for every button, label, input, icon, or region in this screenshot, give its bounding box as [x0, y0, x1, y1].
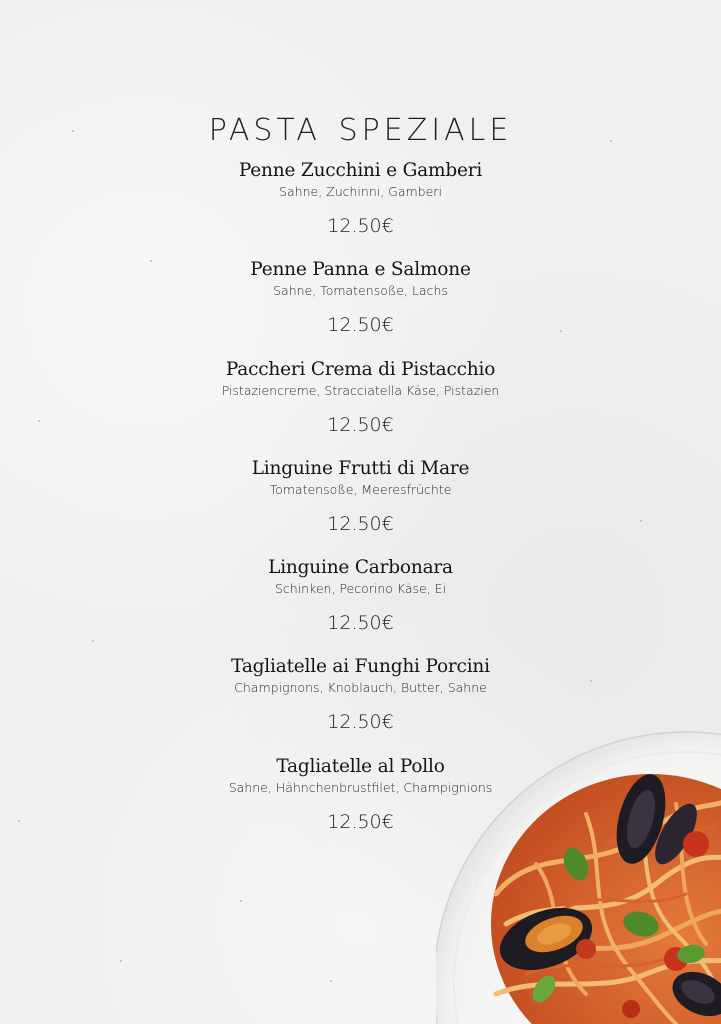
dish-price: 12.50€: [327, 612, 394, 635]
dish-description: Tomatensoße, Meeresfrüchte: [269, 481, 452, 497]
menu-item: [0, 158, 721, 257]
dish-price: 12.50€: [327, 314, 394, 337]
pasta-plate-illustration: [436, 724, 721, 1024]
dish-name: Tagliatelle ai Funghi Porcini: [231, 656, 490, 678]
texture-speck: [120, 960, 122, 962]
dish-price: 12.50€: [327, 215, 394, 237]
dish-name: Penne Panna e Salmone: [250, 259, 471, 281]
dish-name: Penne Zucchini e Gamberi: [238, 160, 483, 181]
dish-description: Champignons, Knoblauch, Butter, Sahne: [234, 680, 487, 696]
texture-speck: [240, 900, 242, 902]
dish-description: Sahne, Hähnchenbrustfilet, Champignions: [228, 779, 493, 795]
dish-price: 12.50€: [327, 512, 394, 535]
dish-price: 12.50€: [327, 810, 394, 833]
dish-name: Linguine Carbonara: [268, 557, 453, 579]
menu-item: [0, 555, 721, 654]
dish-description: Schinken, Pecorino Käse, Ei: [274, 581, 447, 597]
page-title: pasta speziale: [208, 100, 513, 151]
texture-speck: [330, 980, 332, 982]
dish-description: Pistaziencreme, Stracciatella Käse, Pistazien: [221, 382, 500, 398]
menu-item: [0, 456, 721, 555]
dish-name: Tagliatelle al Pollo: [276, 755, 445, 777]
dish-description: Sahne, Tomatensoße, Lachs: [273, 283, 448, 299]
dish-description: Sahne, Zuchinni, Gamberi: [279, 184, 442, 199]
dish-name: Linguine Frutti di Mare: [251, 457, 470, 479]
dish-price: 12.50€: [327, 413, 394, 436]
pasta-plate-image: [436, 724, 721, 1024]
dish-name: Paccheri Crema di Pistacchio: [225, 358, 496, 380]
menu-item: [0, 357, 721, 456]
dish-price: 12.50€: [327, 711, 394, 734]
menu-item: [0, 257, 721, 356]
